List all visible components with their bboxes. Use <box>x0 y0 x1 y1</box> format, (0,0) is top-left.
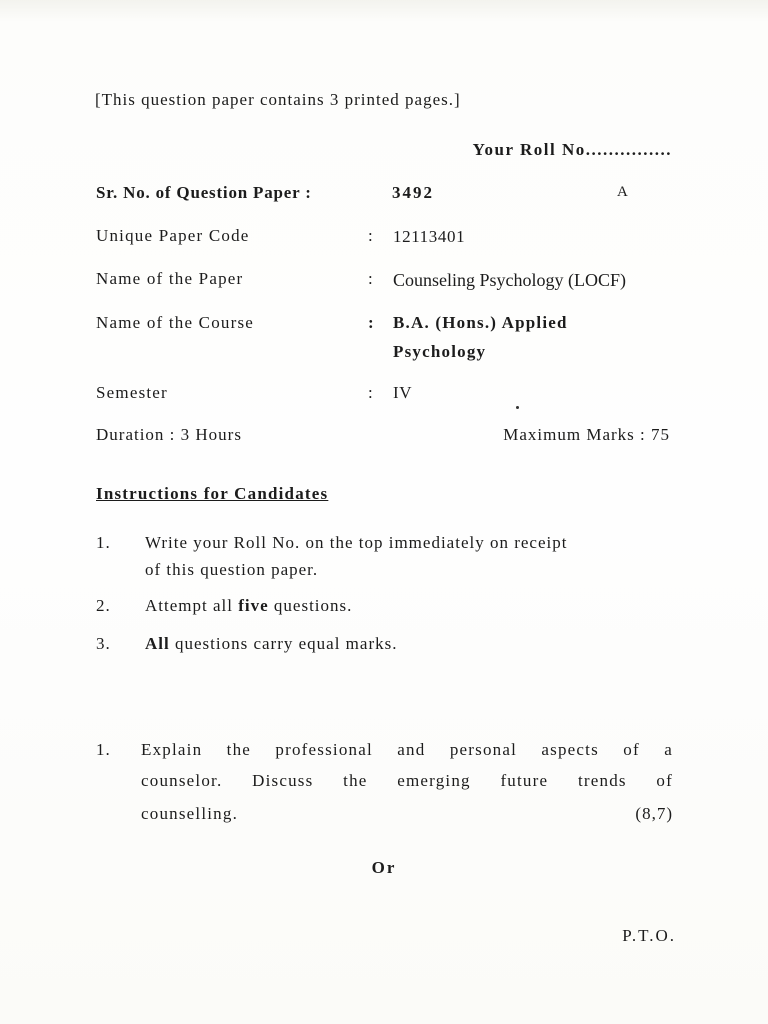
paper-code-value: 12113401 <box>393 227 466 246</box>
semester-colon: : <box>368 383 373 402</box>
instruction-text: Write your Roll No. on the top immediately on receipt <box>145 533 568 552</box>
course-name-value-line2: Psychology <box>393 342 487 361</box>
question-text-line1: Explain the professional and personal aspects of a <box>141 740 673 759</box>
semester-value: IV <box>393 383 413 402</box>
question-text-line3: counselling. <box>141 804 239 823</box>
or-separator: Or <box>371 858 397 877</box>
maximum-marks-text: Maximum Marks : 75 <box>503 425 670 444</box>
course-name-label: Name of the Course <box>96 313 255 332</box>
instruction-number: 1. <box>96 533 111 552</box>
instruction-text <box>145 596 352 616</box>
instruction-number: 2. <box>96 596 111 615</box>
sr-no-label: Sr. No. of Question Paper : <box>96 183 312 202</box>
question-marks: (8,7) <box>635 804 673 823</box>
course-name-colon: : <box>368 313 374 332</box>
paper-code-label: Unique Paper Code <box>96 226 250 245</box>
duration-text: Duration : 3 Hours <box>96 425 242 444</box>
instruction-number: 3. <box>96 634 111 653</box>
instructions-title: Instructions for Candidates <box>96 484 329 503</box>
printed-pages-note: [This question paper contains 3 printed pages.] <box>95 90 461 109</box>
question-text-line2: counselor. Discuss the emerging future trends of <box>141 771 673 790</box>
instruction-text-line2: of this question paper. <box>145 560 319 579</box>
instruction-emphasis: five <box>238 596 269 615</box>
question-number: 1. <box>96 740 111 759</box>
semester-label: Semester <box>96 383 168 402</box>
sr-no-value: 3492 <box>392 183 434 202</box>
paper-set-letter: A <box>617 184 628 200</box>
instruction-text-post: questions carry equal marks. <box>169 634 398 653</box>
stray-dot-mark <box>516 406 519 409</box>
course-name-value: B.A. (Hons.) Applied <box>393 313 568 332</box>
pto-note: P.T.O. <box>622 926 676 945</box>
roll-number-field: Your Roll No............... <box>472 140 672 159</box>
paper-code-colon: : <box>368 226 373 245</box>
instruction-text-post: questions. <box>268 596 353 615</box>
paper-name-value: Counseling Psychology (LOCF) <box>393 270 627 290</box>
instruction-text <box>145 634 397 654</box>
paper-name-label: Name of the Paper <box>96 269 244 288</box>
instruction-emphasis: All <box>145 634 170 653</box>
paper-name-colon: : <box>368 269 373 288</box>
instruction-text-pre: Attempt all <box>145 596 239 615</box>
